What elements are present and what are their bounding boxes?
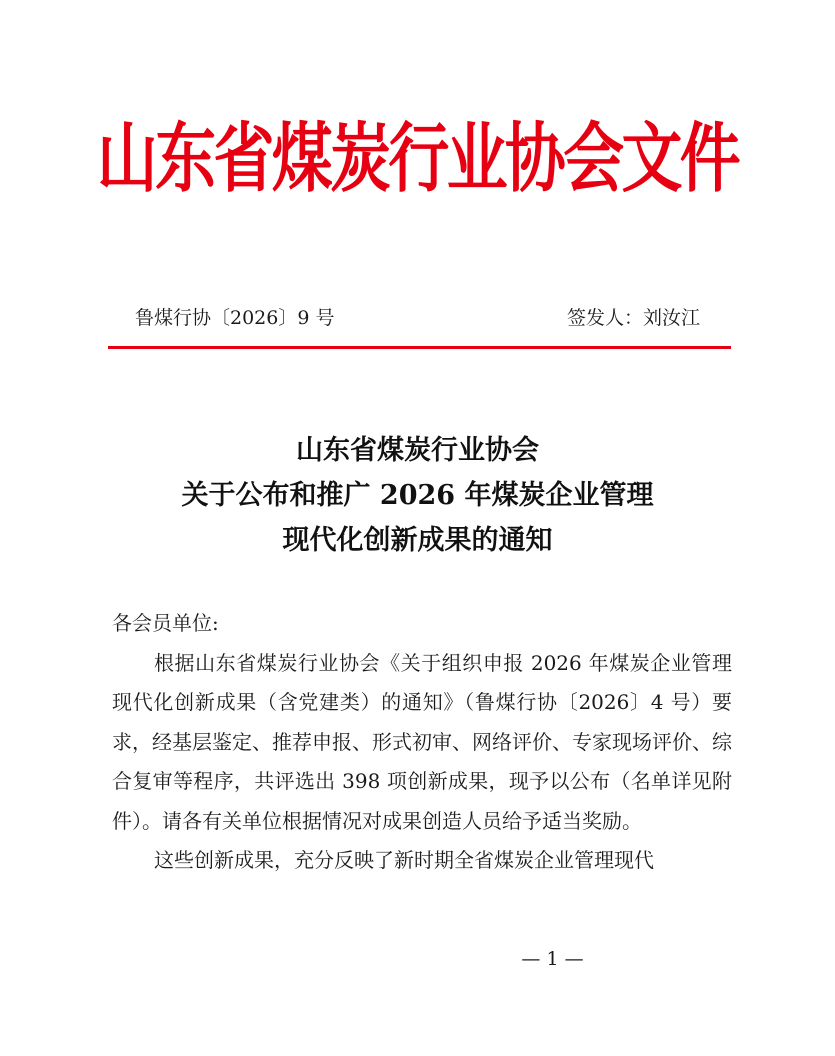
body-paragraph: 根据山东省煤炭行业协会《关于组织申报 2026 年煤炭企业管理现代化创新成果（含党建类）的通知》（鲁煤行协〔2026〕4 号）要求，经基层鉴定、推荐申报、形式初审、网络评价、专家现场评价、综合复审等程序，共评选出 398 项创新成果，现予以公布（名单详见附件）。请各有关单位根据情况对成果创造人员给予适当奖励。 bbox=[112, 650, 732, 833]
body-paragraph: 这些创新成果，充分反映了新时期全省煤炭企业管理现代 bbox=[154, 848, 654, 872]
issuer-signature-line: 签发人：刘汝江 bbox=[566, 307, 700, 329]
notice-title-line: 现代化创新成果的通知 bbox=[282, 525, 553, 556]
notice-title bbox=[0, 428, 835, 563]
notice-title-line: 山东省煤炭行业协会 bbox=[296, 435, 539, 466]
salutation: 各会员单位: bbox=[112, 611, 219, 635]
red-divider-rule bbox=[108, 346, 731, 349]
document-number: 鲁煤行协〔2026〕9 号 bbox=[135, 307, 335, 329]
page-number: — 1 — bbox=[521, 948, 584, 970]
org-document-header-title: 山东省煤炭行业协会文件 bbox=[96, 114, 739, 203]
notice-title-line: 关于公布和推广 2026 年煤炭企业管理 bbox=[181, 480, 654, 511]
notice-body bbox=[112, 604, 732, 881]
